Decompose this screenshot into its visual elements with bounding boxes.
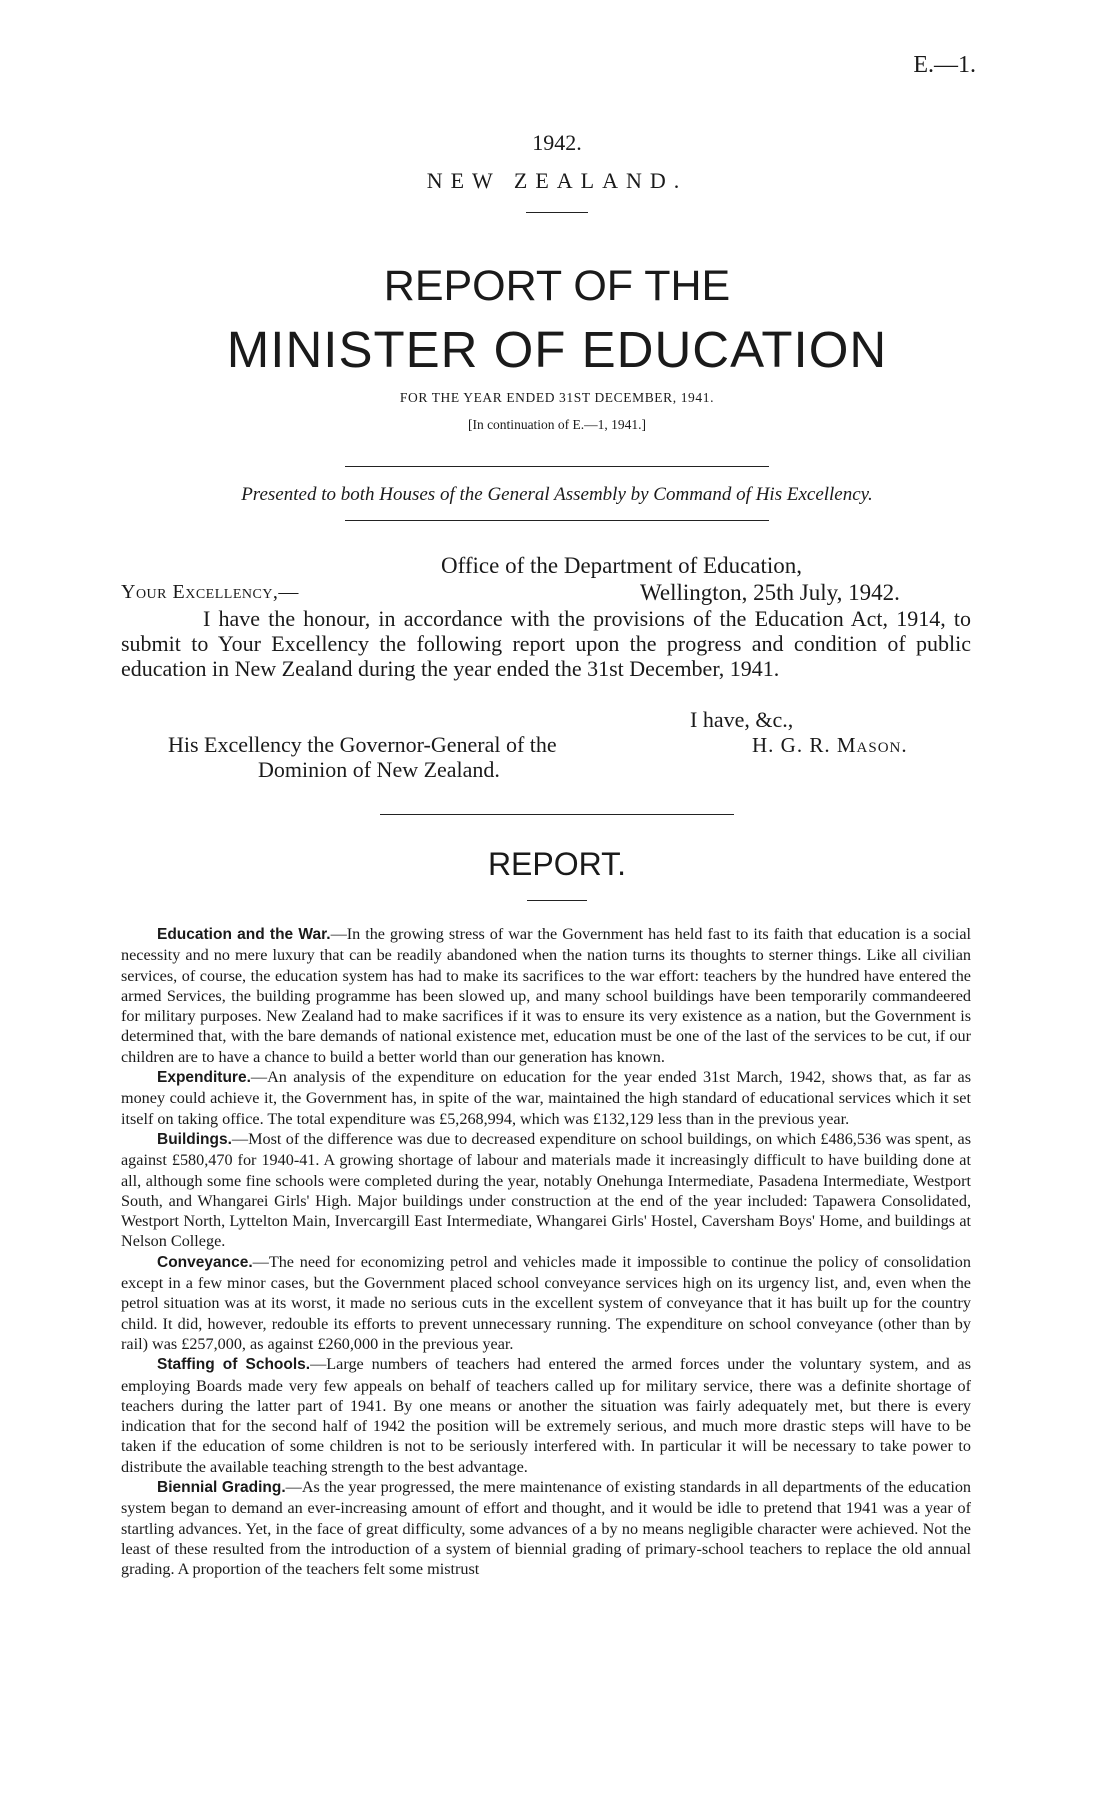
publication-year: 1942. [532, 130, 582, 155]
divider [345, 466, 769, 467]
report-section [121, 1067, 971, 1129]
presented-line: Presented to both Houses of the General Assembly by Command of His Excellency. [241, 484, 873, 505]
signer-surname: Mason. [836, 733, 908, 757]
letter-closing: I have, &c., [690, 707, 794, 732]
letter-signature [752, 733, 908, 758]
report-section [121, 1477, 971, 1579]
addressee-line2: Dominion of New Zealand. [258, 757, 500, 782]
report-title-line1: REPORT OF THE [383, 262, 731, 310]
letter-addressee [168, 732, 638, 782]
report-body [121, 924, 971, 1580]
report-section [121, 1129, 971, 1252]
section-text: —In the growing stress of war the Government has held fast to its faith that education is a social necessity and no mere luxury that can be readily abandoned when the nation turns its thoughts to sterner things. Like all civilian services, of course, the education system has had to make its sacrifices to the war effort: teachers by the hundred have entered the armed Services, the building programme has been slowed up, and many school buildings have been temporarily commandeered for military purposes. New Zealand had to make sacrifices if it was to ensure its very existence as a nation, but the Government is determined that, with the bare demands of national existence met, education must be one of the last of the services to be cut, if our children are to have a chance to build a better world than our generation has known. [121, 925, 971, 1066]
continuation-note: [In continuation of E.—1, 1941.] [467, 417, 647, 432]
country-heading: NEW ZEALAND. [426, 168, 688, 193]
report-section [121, 924, 971, 1067]
signer-initials: H. G. R. [752, 733, 831, 757]
section-heading: Expenditure. [157, 1069, 251, 1087]
section-heading: Conveyance. [157, 1253, 253, 1271]
divider [526, 212, 588, 213]
section-text: —The need for economizing petrol and vehicles made it impossible to continue the policy of consolidation except in a few minor cases, but the Government placed school conveyance services high on its urgency list, and, even when the petrol situation was at its worst, it made no serious cuts in the excellent system of conveyance that it has built up for the country child. It did, however, redouble its efforts to prevent unnecessary running. The expenditure on school conveyance (other than by rail) was £257,000, as against £260,000 in the previous year. [121, 1252, 971, 1353]
letter-body: I have the honour, in accordance with the provisions of the Education Act, 1914, to submit to Your Excellency the following report upon the progress and condition of public education in New Zealand during the year ended the 31st December, 1941. [121, 606, 971, 681]
letter-salutation: Your Excellency,— [121, 581, 299, 603]
addressee-line1: His Excellency the Governor-General of the [168, 732, 557, 757]
divider [345, 520, 769, 521]
year-ended-line: FOR THE YEAR ENDED 31ST DECEMBER, 1941. [399, 390, 715, 405]
section-text: —Most of the difference was due to decreased expenditure on school buildings, on which £486,536 was spent, as against £580,470 for 1940-41. A growing shortage of labour and materials made it increasingly difficult to have building done at all, although some fine schools were completed during the year, notably Onehunga Intermediate, Pasadena Intermediate, Westport South, and Whangarei Girls' High. Major buildings under construction at the end of the year included: Tapawera Consolidated, Westport North, Lyttelton Main, Invercargill East Intermediate, Whangarei Girls' Hostel, Caversham Boys' Home, and buildings at Nelson College. [121, 1129, 971, 1251]
section-heading: Education and the War. [157, 926, 331, 943]
section-text: —An analysis of the expenditure on education for the year ended 31st March, 1942, shows that, as far as money could achieve it, the Government has, in spite of the war, maintained the high standard of educational services which it set itself on taking office. The total expenditure was £5,268,994, which was £132,129 less than in the previous year. [121, 1068, 971, 1128]
section-heading: Biennial Grading. [157, 1479, 286, 1497]
letter-office: Office of the Department of Education, [441, 553, 803, 578]
section-heading: Buildings. [157, 1130, 232, 1148]
section-text: —As the year progressed, the mere maintenance of existing standards in all departments of the education system began to demand an ever-increasing amount of effort and thought, and it would be idle to pretend that 1941 was a year of startling advances. Yet, in the face of great difficulty, some advances of a by no means negligible character were achieved. Not the least of these resulted from the introduction of a system of biennial grading of primary-school teachers to replace the old annual grading. A proportion of the teachers felt some mistrust [121, 1478, 972, 1579]
divider [527, 900, 587, 901]
section-heading: Staffing of Schools. [157, 1356, 311, 1374]
page-reference: E.—1. [913, 52, 976, 78]
divider [380, 814, 734, 815]
report-section [121, 1252, 971, 1354]
letter-place-date: Wellington, 25th July, 1942. [640, 580, 900, 605]
report-section [121, 1354, 971, 1477]
report-heading: REPORT. [487, 846, 627, 882]
report-title-line2: MINISTER OF EDUCATION [226, 321, 888, 378]
section-text: —Large numbers of teachers had entered the armed forces under the voluntary system, and as employing Boards made very few appeals on behalf of teachers called up for military service, there was a definite shortage of teachers during the latter part of 1941. By one means or another the situation was fairly adequately met, but there is every indication that for the second half of 1942 the position will be extremely serious, and much more drastic steps will have to be taken if the education of some children is not to be seriously interfered with. In particular it will be necessary to take power to distribute the available teaching strength to the best advantage. [121, 1355, 971, 1476]
